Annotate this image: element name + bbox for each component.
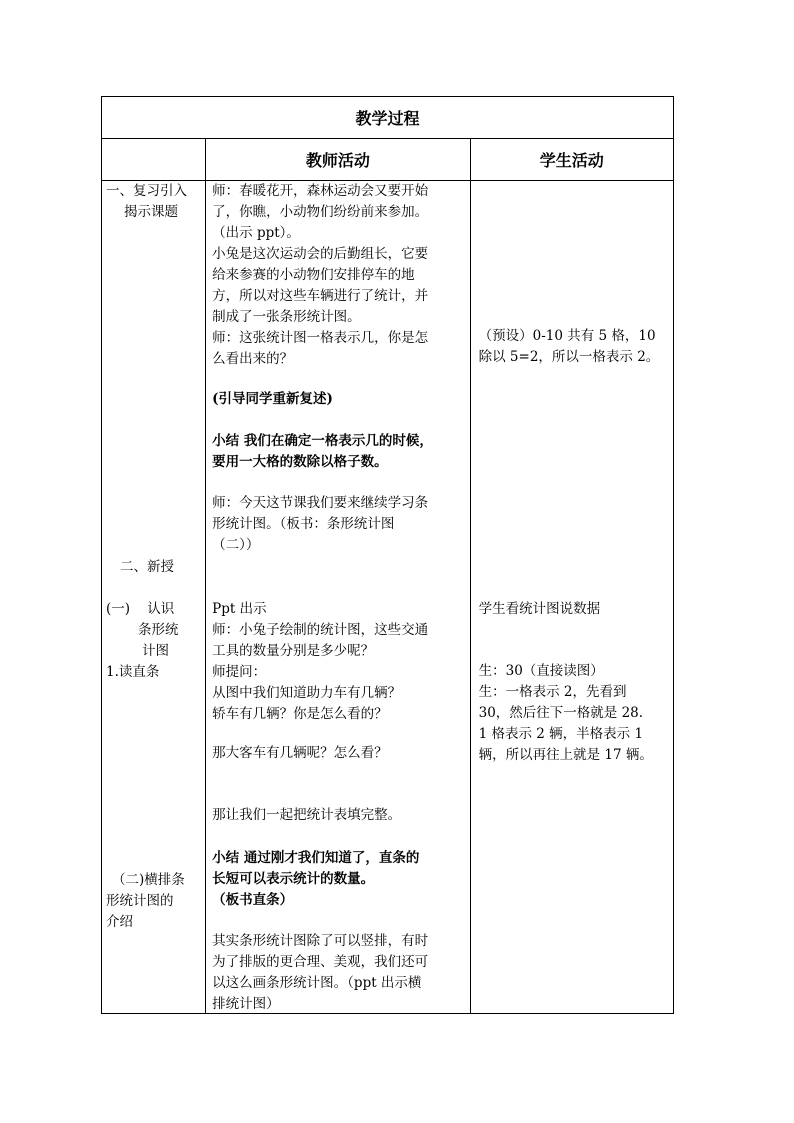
teacher-text: 要用一大格的数除以格子数。: [212, 454, 388, 470]
title-row: [102, 97, 674, 139]
table-title: 教学过程: [102, 97, 674, 139]
content-row: [102, 181, 674, 1014]
stage-text: 二、新授: [120, 559, 174, 575]
teacher-text: 轿车有几辆？你是怎么看的？: [212, 706, 388, 722]
stage-text: （二)横排条: [112, 872, 185, 888]
stage-review-intro: [106, 181, 203, 223]
teacher-text: （出示 ppt）。: [212, 225, 300, 241]
teacher-summary-2: [212, 848, 465, 911]
teacher-text: 其实条形统计图除了可以竖排，有时: [212, 933, 429, 949]
teacher-summary-1: [212, 431, 465, 473]
teacher-text: 为了排版的更合理、美观，我们还可: [212, 954, 429, 970]
teacher-bus-question: [212, 743, 465, 764]
teaching-process-table: [101, 96, 674, 1014]
stage-horizontal-bar-chart: [106, 870, 203, 933]
teacher-text: 了，你瞧，小动物们纷纷前来参加。: [212, 204, 429, 220]
teacher-text: 那大客车有几辆呢？怎么看？: [212, 745, 388, 761]
stage-text: 一、复习引入: [106, 183, 187, 199]
student-text: 1 格表示 2 辆，半格表示 1: [478, 726, 644, 742]
stage-text: 揭示课题: [124, 204, 178, 220]
teacher-text: 小结 我们在确定一格表示几的时候，: [212, 433, 433, 449]
stage-cell: [102, 181, 206, 1014]
student-activity-cell: [470, 181, 673, 1014]
teacher-guide-retell: [212, 389, 465, 410]
teacher-text: 制成了一张条形统计图。: [212, 309, 361, 325]
stage-text: 形统计图的: [106, 893, 174, 909]
stage-text: 1.读直条: [106, 664, 160, 680]
teacher-intro: [212, 181, 465, 370]
stage-text: (一) 认识: [106, 601, 175, 617]
student-text: 辆，所以再往上就是 17 辆。: [478, 747, 653, 763]
stage-text: 计图: [142, 643, 169, 659]
teacher-text: 方，所以对这些车辆进行了统计，并: [212, 288, 429, 304]
header-stage: [102, 139, 206, 181]
teacher-text: 从图中我们知道助力车有几辆？: [212, 685, 402, 701]
stage-text: 介绍: [106, 914, 133, 930]
teacher-text: 那让我们一起把统计表填完整。: [212, 807, 402, 823]
student-text: （预设）0-10 共有 5 格，10: [478, 328, 656, 344]
teacher-text: 排统计图）: [212, 996, 280, 1012]
teacher-text: 给来参赛的小动物们安排停车的地: [212, 267, 415, 283]
student-preset-answer: [479, 326, 669, 368]
teacher-text: 形统计图。（板书：条形统计图: [212, 516, 395, 532]
teacher-text: （二））: [212, 537, 260, 553]
teacher-text: （板书直条）: [212, 892, 294, 908]
header-row: [102, 139, 674, 181]
teacher-text: 师提问：: [212, 664, 267, 680]
teacher-text: 小结 通过刚才我们知道了，直条的: [212, 850, 420, 866]
student-read-data: [479, 599, 669, 620]
teacher-text: 小兔是这次运动会的后勤组长，它要: [212, 246, 429, 262]
teacher-activity-cell: [206, 181, 470, 1014]
teacher-text: 以这么画条形统计图。（ppt 出示横: [212, 975, 422, 991]
teacher-text: (引导同学重新复述): [212, 391, 333, 407]
header-student-activity: 学生活动: [470, 139, 673, 181]
stage-text: 条形统: [138, 622, 179, 638]
teacher-text: 长短可以表示统计的数量。: [212, 871, 375, 887]
teacher-text: 么看出来的？: [212, 351, 294, 367]
student-text: 学生看统计图说数据: [478, 601, 601, 617]
header-teacher-activity: 教师活动: [206, 139, 470, 181]
stage-recognize-bar-chart: [106, 599, 203, 683]
student-text: 生：一格表示 2，先看到: [478, 684, 627, 700]
student-text: 30，然后往下一格就是 28.: [478, 705, 644, 721]
teacher-horizontal-chart: [212, 931, 465, 1015]
stage-new-lesson: [106, 557, 203, 578]
student-text: 生：30（直接读图）: [478, 663, 604, 679]
teacher-fill-table: [212, 805, 465, 826]
teacher-read-bars: [212, 599, 465, 725]
teacher-text: 工具的数量分别是多少呢？: [212, 643, 375, 659]
student-answers: [479, 661, 669, 766]
teacher-text: 师：今天这节课我们要来继续学习条: [212, 495, 429, 511]
teacher-text: Ppt 出示: [212, 601, 267, 617]
teacher-text: 师：这张统计图一格表示几，你是怎: [212, 330, 429, 346]
teacher-text: 师：小兔子绘制的统计图，这些交通: [212, 622, 429, 638]
teacher-text: 师：春暖花开，森林运动会又要开始: [212, 183, 429, 199]
student-text: 除以 5=2，所以一格表示 2。: [478, 349, 660, 365]
teacher-topic-intro: [212, 493, 465, 556]
